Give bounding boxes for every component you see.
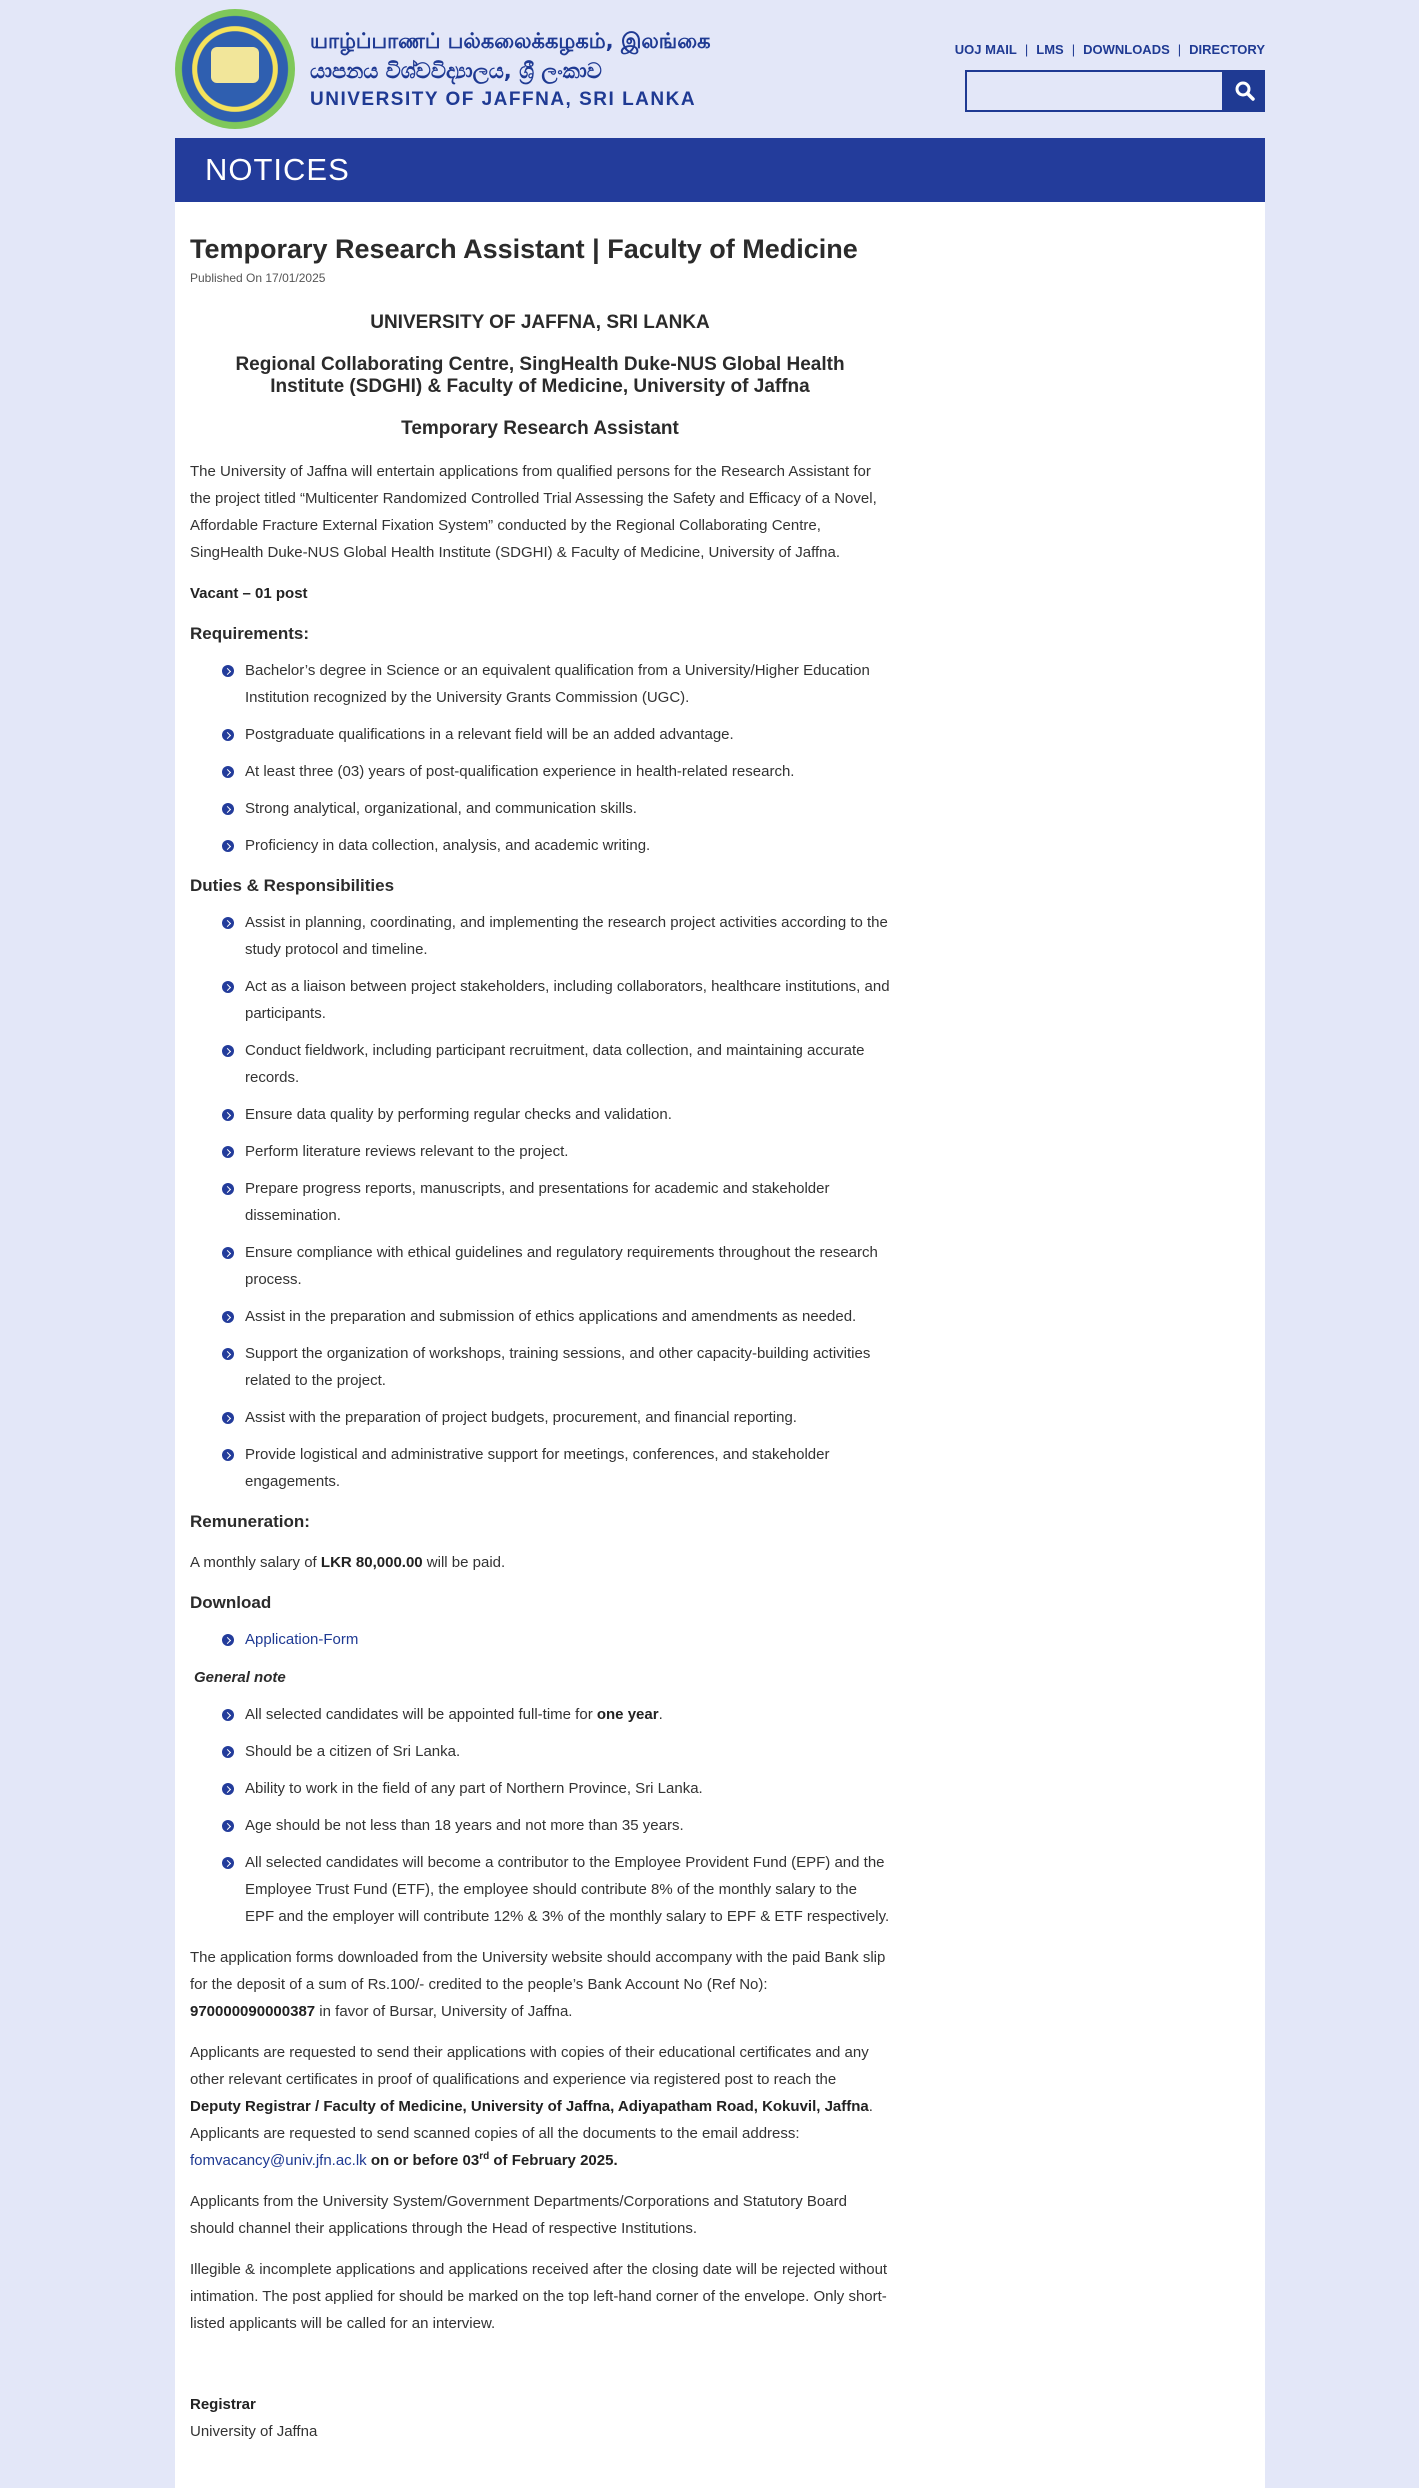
list-item: Strong analytical, organizational, and communication skills. xyxy=(245,795,890,822)
bullet-icon xyxy=(222,803,234,815)
system-applicants-paragraph: Applicants from the University System/Government Departments/Corporations and Statutory Board should channel their applications through the Head of respective Institutions. xyxy=(190,2193,847,2237)
bullet-icon xyxy=(222,1045,234,1057)
list-item: Conduct fieldwork, including participant recruitment, data collection, and maintaining accurate records. xyxy=(245,1037,890,1091)
rejection-paragraph: Illegible & incomplete applications and applications received after the closing date will be rejected without intimation. The post applied for should be marked on the top left-hand corner of the envelope. Only short-listed applicants will be called for an interview. xyxy=(190,2261,888,2332)
general-note-heading: General note xyxy=(194,1669,286,1686)
page-wrapper xyxy=(175,0,1265,2440)
list-item: Support the organization of workshops, training sessions, and other capacity-building activities related to the project. xyxy=(245,1340,890,1394)
bullet-icon xyxy=(222,1634,234,1646)
list-item: Assist in the preparation and submission of ethics applications and amendments as needed. xyxy=(245,1303,890,1330)
application-fee-paragraph: The application forms downloaded from the University website should accompany with the paid Bank slip for the deposit of a sum of Rs.100/- credited to the people’s Bank Account No (Ref No): 970000090000387 in favor of Bursar, University of Jaffna. xyxy=(190,1949,886,2020)
duties-heading: Duties & Responsibilities xyxy=(190,876,395,895)
list-item xyxy=(245,1626,890,1653)
bullet-icon xyxy=(222,665,234,677)
search-icon xyxy=(1235,81,1255,101)
heading-university: UNIVERSITY OF JAFFNA, SRI LANKA xyxy=(370,312,710,333)
top-links: UOJ MAIL | LMS | DOWNLOADS | DIRECTORY xyxy=(954,42,1265,57)
bullet-icon xyxy=(222,1412,234,1424)
remuneration-heading: Remuneration: xyxy=(190,1512,310,1531)
account-number: 970000090000387 xyxy=(190,2003,316,2020)
link-directory[interactable]: DIRECTORY xyxy=(1189,42,1265,57)
brand-text[interactable] xyxy=(310,26,711,114)
banner-title: NOTICES xyxy=(205,152,350,187)
list-item: Prepare progress reports, manuscripts, and presentations for academic and stakeholder dissemination. xyxy=(245,1175,890,1229)
requirements-heading: Requirements: xyxy=(190,624,310,643)
list-item: Ensure data quality by performing regular checks and validation. xyxy=(245,1101,890,1128)
remuneration-text: A monthly salary of LKR 80,000.00 will be paid. xyxy=(190,1554,506,1571)
postal-address: Deputy Registrar / Faculty of Medicine, University of Jaffna, Adiyapatham Road, Kokuvil, Jaffna xyxy=(190,2098,869,2115)
requirements-list xyxy=(190,657,890,859)
bullet-icon xyxy=(222,1109,234,1121)
notices-banner xyxy=(175,138,1265,202)
intro-paragraph: The University of Jaffna will entertain applications from qualified persons for the Research Assistant for the project titled “Multicenter Randomized Controlled Trial Assessing the Safety and Efficacy of a Novel, Affordable Fracture External Fixation System” conducted by the Regional Collaborating Centre, SingHealth Duke-NUS Global Health Institute (SDGHI) & Faculty of Medicine, University of Jaffna. xyxy=(190,463,877,561)
crest-icon xyxy=(211,47,259,83)
bullet-icon xyxy=(222,1449,234,1461)
link-lms[interactable]: LMS xyxy=(1036,42,1064,57)
vacancy-count: Vacant – 01 post xyxy=(190,585,308,602)
application-form-link[interactable]: Application-Form xyxy=(245,1631,359,1648)
search-box xyxy=(965,70,1265,112)
site-header xyxy=(175,0,1265,138)
bullet-icon xyxy=(222,766,234,778)
search-button[interactable] xyxy=(1224,70,1265,112)
list-item: Ensure compliance with ethical guidelines and regulatory requirements throughout the research process. xyxy=(245,1239,890,1293)
list-item: Assist in planning, coordinating, and implementing the research project activities according to the study protocol and timeline. xyxy=(245,909,890,963)
list-item: All selected candidates will be appointed full-time for one year. xyxy=(245,1701,890,1728)
bullet-icon xyxy=(222,917,234,929)
signature-block xyxy=(190,2391,890,2445)
bullet-icon xyxy=(222,1146,234,1158)
salary-amount: LKR 80,000.00 xyxy=(320,1554,423,1571)
link-uoj-mail[interactable]: UOJ MAIL xyxy=(954,42,1017,57)
notice-title: Temporary Research Assistant | Faculty of Medicine xyxy=(190,234,858,264)
bullet-icon xyxy=(222,1783,234,1795)
duties-list xyxy=(190,909,890,1495)
list-item: Postgraduate qualifications in a relevant field will be an added advantage. xyxy=(245,721,890,748)
content-panel xyxy=(175,202,1265,2488)
brand-tamil: யாழ்ப்பாணப் பல்கலைக்கழகம், இலங்கை xyxy=(310,29,711,53)
brand-sinhala: යාපනය විශ්වවිද්‍යාලය, ශ්‍රී ලංකාව xyxy=(310,59,602,83)
signatory-org: University of Jaffna xyxy=(190,2423,318,2440)
bullet-icon xyxy=(222,1247,234,1259)
list-item: Assist with the preparation of project budgets, procurement, and financial reporting. xyxy=(245,1404,890,1431)
bullet-icon xyxy=(222,1746,234,1758)
bullet-icon xyxy=(222,1348,234,1360)
bullet-icon xyxy=(222,1183,234,1195)
bullet-icon xyxy=(222,729,234,741)
bullet-icon xyxy=(222,1820,234,1832)
list-item: At least three (03) years of post-qualification experience in health-related research. xyxy=(245,758,890,785)
list-item: Bachelor’s degree in Science or an equivalent qualification from a University/Higher Education Institution recognized by the University Grants Commission (UGC). xyxy=(245,657,890,711)
signatory-title: Registrar xyxy=(190,2396,256,2413)
search-input[interactable] xyxy=(965,70,1224,112)
list-item: Provide logistical and administrative support for meetings, conferences, and stakeholder engagements. xyxy=(245,1441,890,1495)
list-item: All selected candidates will become a contributor to the Employee Provident Fund (EPF) and the Employee Trust Fund (ETF), the employee should contribute 8% of the monthly salary to the EPF and the employer will contribute 12% & 3% of the monthly salary to EPF & ETF respectively. xyxy=(245,1849,890,1930)
bullet-icon xyxy=(222,1311,234,1323)
general-note-list xyxy=(190,1701,890,1930)
list-item: Ability to work in the field of any part of Northern Province, Sri Lanka. xyxy=(245,1775,890,1802)
published-date: Published On 17/01/2025 xyxy=(190,271,326,285)
bullet-icon xyxy=(222,1709,234,1721)
heading-centre: Regional Collaborating Centre, SingHealth Duke-NUS Global Health Institute (SDGHI) & Faculty of Medicine, University of Jaffna xyxy=(235,354,845,397)
download-list xyxy=(190,1626,890,1653)
deadline: on or before 03rd of February 2025. xyxy=(366,2151,618,2169)
email-link[interactable]: fomvacancy@univ.jfn.ac.lk xyxy=(190,2152,367,2169)
brand-english: UNIVERSITY OF JAFFNA, SRI LANKA xyxy=(310,89,697,110)
university-logo[interactable] xyxy=(175,9,295,129)
heading-post: Temporary Research Assistant xyxy=(401,418,679,439)
list-item: Age should be not less than 18 years and not more than 35 years. xyxy=(245,1812,890,1839)
download-heading: Download xyxy=(190,1593,272,1612)
list-item: Proficiency in data collection, analysis, and academic writing. xyxy=(245,832,890,859)
list-item: Should be a citizen of Sri Lanka. xyxy=(245,1738,890,1765)
bullet-icon xyxy=(222,1857,234,1869)
list-item: Perform literature reviews relevant to the project. xyxy=(245,1138,890,1165)
list-item: Act as a liaison between project stakeholders, including collaborators, healthcare institutions, and participants. xyxy=(245,973,890,1027)
notice-article xyxy=(190,222,890,2445)
bullet-icon xyxy=(222,981,234,993)
bullet-icon xyxy=(222,840,234,852)
submission-paragraph: Applicants are requested to send their applications with copies of their educational certificates and any other relevant certificates in proof of qualifications and experience via registered post to reach the Deputy Registrar / Faculty of Medicine, University of Jaffna, Adiyapatham Road, Kokuvil, Jaffna. Applicants are requested to send scanned copies of all the documents to the email address: fomvacancy@univ.jfn.ac.lk on or before 03rd of February 2025. xyxy=(190,2044,873,2169)
link-downloads[interactable]: DOWNLOADS xyxy=(1083,42,1170,57)
